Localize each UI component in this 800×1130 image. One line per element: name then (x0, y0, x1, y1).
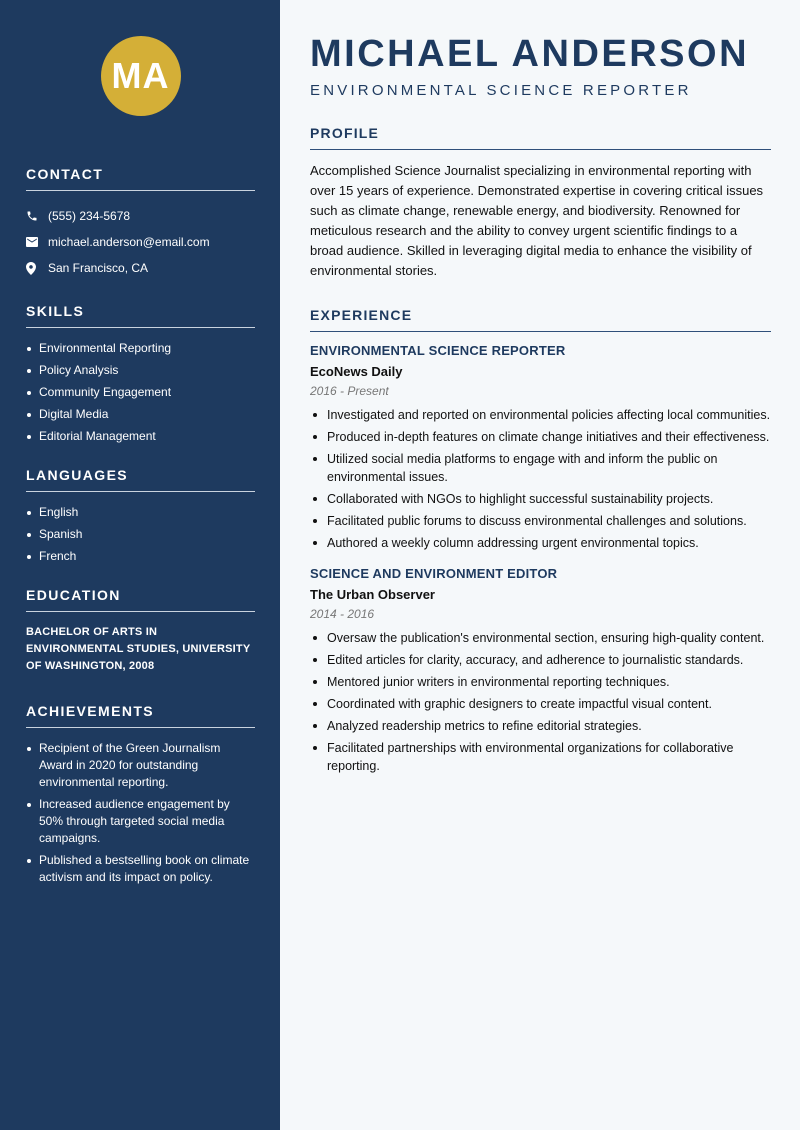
job-bullet: Facilitated partnerships with environmental organizations for collaborative reporting. (310, 739, 771, 775)
skill-item: Environmental Reporting (26, 340, 255, 357)
job-bullet: Oversaw the publication's environmental section, ensuring high-quality content. (310, 629, 771, 647)
skill-item: Editorial Management (26, 428, 255, 445)
achievements-heading: ACHIEVEMENTS (26, 703, 255, 728)
achievement-item: Published a bestselling book on climate activism and its impact on policy. (26, 852, 255, 886)
job-bullet: Edited articles for clarity, accuracy, and adherence to journalistic standards. (310, 651, 771, 669)
job-title: SCIENCE AND ENVIRONMENT EDITOR (310, 566, 558, 581)
languages-section (26, 467, 255, 565)
skills-heading: SKILLS (26, 303, 255, 328)
phone-icon (26, 210, 48, 222)
contact-email (26, 229, 255, 255)
job-title: ENVIRONMENTAL SCIENCE REPORTER (310, 343, 566, 358)
profile-heading: PROFILE (310, 125, 771, 150)
email-text: michael.anderson@email.com (48, 235, 210, 249)
experience-section (310, 307, 771, 775)
main-content (280, 0, 800, 1130)
job-bullet: Produced in-depth features on climate change initiatives and their effectiveness. (310, 428, 771, 446)
location-text: San Francisco, CA (48, 261, 149, 275)
achievement-item: Recipient of the Green Journalism Award in 2020 for outstanding environmental reporting. (26, 740, 255, 791)
education-heading: EDUCATION (26, 587, 255, 612)
sidebar (0, 0, 280, 1130)
contact-location (26, 255, 255, 281)
profile-section (310, 125, 771, 281)
skills-list (26, 340, 255, 445)
contact-phone (26, 203, 255, 229)
achievements-list (26, 740, 255, 886)
job-bullet: Coordinated with graphic designers to create impactful visual content. (310, 695, 771, 713)
languages-heading: LANGUAGES (26, 467, 255, 492)
job-bullets (310, 406, 771, 552)
education-degree: BACHELOR OF ARTS IN ENVIRONMENTAL STUDIES, UNIVERSITY OF WASHINGTON, 2008 (26, 626, 251, 672)
profile-text: Accomplished Science Journalist specializing in environmental reporting with over 15 years of experience. Demonstrated expertise in covering critical issues such as climate change, renewable energy, and biodiversity. Renowned for meticulous research and the ability to convey urgent scientific findings to a broad audience. Skilled in leveraging digital media to enhance the visibility of environmental stories. (310, 163, 764, 278)
contact-section (26, 166, 255, 281)
job-bullets (310, 629, 771, 775)
job-company: The Urban Observer (310, 587, 435, 602)
achievements-section (26, 703, 255, 886)
job-dates: 2014 - 2016 (310, 607, 375, 621)
job-entry (310, 566, 771, 775)
phone-text: (555) 234-5678 (48, 209, 131, 223)
job-bullet: Facilitated public forums to discuss environmental challenges and solutions. (310, 512, 771, 530)
experience-heading: EXPERIENCE (310, 307, 771, 332)
achievement-item: Increased audience engagement by 50% through targeted social media campaigns. (26, 796, 255, 847)
job-bullet: Investigated and reported on environmental policies affecting local communities. (310, 406, 771, 424)
job-dates: 2016 - Present (310, 384, 389, 398)
job-entry (310, 343, 771, 552)
job-bullet: Collaborated with NGOs to highlight successful sustainability projects. (310, 490, 771, 508)
job-bullet: Utilized social media platforms to engage with and inform the public on environmental issues. (310, 450, 771, 486)
language-item: Spanish (26, 526, 255, 543)
candidate-name: MICHAEL ANDERSON (310, 33, 750, 75)
skill-item: Digital Media (26, 406, 255, 423)
education-section (26, 587, 255, 675)
skills-section (26, 303, 255, 445)
language-item: French (26, 548, 255, 565)
candidate-role: ENVIRONMENTAL SCIENCE REPORTER (310, 82, 692, 99)
job-bullet: Authored a weekly column addressing urgent environmental topics. (310, 534, 771, 552)
email-icon (26, 237, 48, 247)
job-bullet: Mentored junior writers in environmental reporting techniques. (310, 673, 771, 691)
location-pin-icon (26, 262, 48, 275)
contact-heading: CONTACT (26, 166, 255, 191)
skill-item: Policy Analysis (26, 362, 255, 379)
skill-item: Community Engagement (26, 384, 255, 401)
languages-list (26, 504, 255, 565)
job-company: EcoNews Daily (310, 364, 403, 379)
avatar-initials: MA (101, 36, 181, 116)
job-bullet: Analyzed readership metrics to refine editorial strategies. (310, 717, 771, 735)
language-item: English (26, 504, 255, 521)
